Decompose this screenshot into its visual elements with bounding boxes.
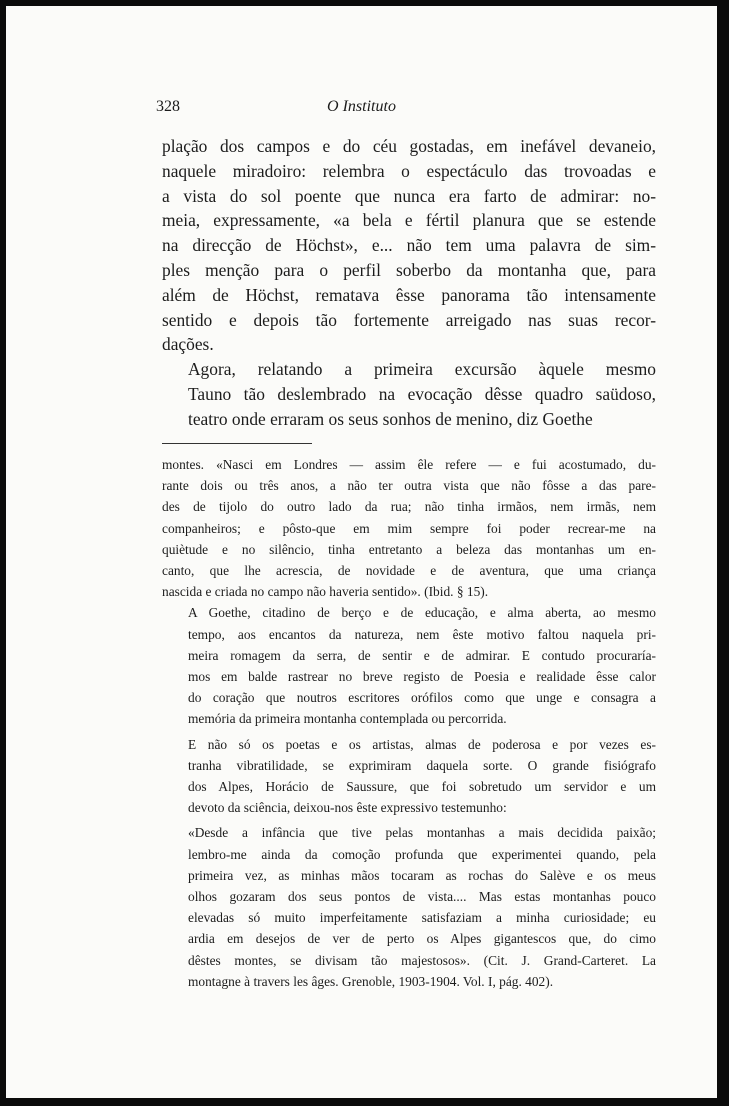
text-line: mos em balde rastrear no breve registo de Poesia e realidade êsse calor — [188, 669, 656, 685]
footnote-paragraph — [162, 602, 656, 729]
text-line: montagne à travers les âges. Grenoble, 1903-1904. Vol. I, pág. 402). — [188, 973, 554, 989]
text-line: ardia em desejos de ver de perto os Alpes gigantescos que, do cimo — [188, 931, 656, 947]
book-page — [6, 6, 717, 1098]
paragraph — [162, 357, 656, 431]
text-line: quiètude e no silêncio, tinha entretanto a beleza das montanhas um en- — [162, 541, 656, 557]
text-line: meira romagem da serra, de sentir e de admirar. E contudo procuraría- — [188, 647, 656, 663]
footnote-paragraph — [162, 734, 656, 819]
text-line: dos Alpes, Horácio de Saussure, que foi sobretudo um servidor e um — [188, 779, 656, 795]
text-line: companheiros; e pôsto-que em mim sempre foi poder recrear-me na — [162, 520, 656, 536]
text-line: canto, que lhe acrescia, de novidade e de aventura, que uma criança — [162, 563, 656, 579]
text-line: dações. — [162, 334, 214, 355]
footnote-divider — [162, 443, 312, 444]
text-line: sentido e depois tão fortemente arreigado nas suas recor- — [162, 309, 656, 330]
text-line: montes. «Nasci em Londres — assim êle refere — e fui acostumado, du- — [162, 457, 656, 472]
text-line: olhos gozaram dos seus pontos de vista.... Mas estas montanhas pouco — [188, 889, 656, 905]
text-line: além de Höchst, rematava êsse panorama tão intensamente — [162, 284, 656, 305]
text-line: plação dos campos e do céu gostadas, em inefável devaneio, — [162, 136, 656, 156]
text-line: nascida e criada no campo não haveria sentido». (Ibid. § 15). — [162, 584, 489, 600]
footnote-paragraph — [162, 822, 656, 992]
text-line: rante dois ou três anos, a não ter outra vista que não fôsse a das pare- — [162, 478, 656, 494]
text-line: a vista do sol poente que nunca era farto de admirar: no- — [162, 185, 656, 206]
text-line: do coração que noutros escritores orófilos como que unge e consagra a — [188, 690, 656, 706]
text-line: «Desde a infância que tive pelas montanhas a mais decidida paixão; — [188, 825, 656, 841]
text-line: ples menção para o perfil soberbo da montanha que, para — [162, 259, 656, 280]
text-line: meia, expressamente, «a bela e fértil planura que se estende — [162, 210, 656, 231]
text-line: elevadas só muito imperfeitamente satisfaziam a minha curiosidade; eu — [188, 910, 656, 926]
text-line: memória da primeira montanha contemplada ou percorrida. — [188, 711, 507, 727]
footnote-paragraph — [162, 454, 656, 602]
text-line: E não só os poetas e os artistas, almas de poderosa e por vezes es- — [188, 736, 656, 752]
text-line: Agora, relatando a primeira excursão àquele mesmo — [188, 359, 656, 380]
paragraph — [162, 134, 656, 357]
text-line: A Goethe, citadino de berço e de educação, e alma aberta, ao mesmo — [188, 605, 656, 621]
text-line: teatro onde erraram os seus sonhos de menino, diz Goethe — [188, 408, 593, 429]
main-text — [162, 134, 656, 432]
text-line: naquele miradoiro: relembra o espectáculo das trovoadas e — [162, 160, 656, 181]
text-line: na direcção de Höchst», e... não tem uma palavra de sim- — [162, 235, 656, 256]
text-line: des de tijolo do outro lado da rua; não tinha irmãos, nem irmãs, nem — [162, 499, 656, 515]
text-line: lembro-me ainda da comoção profunda que experimentei quando, pela — [188, 846, 656, 862]
text-line: primeira vez, as minhas mãos tocaram as rochas do Salève e os meus — [188, 867, 656, 883]
text-line: tranha vibratilidade, se exprimiram daquela sorte. O grande fisiógrafo — [188, 757, 656, 773]
page-header — [6, 98, 717, 124]
text-line: devoto da sciência, deixou-nos êste expressivo testemunho: — [188, 800, 507, 816]
page-number: 328 — [156, 98, 180, 115]
running-title: O Instituto — [327, 98, 396, 115]
footnote-text — [162, 454, 656, 992]
text-line: dêstes montes, se divisam tão majestosos». (Cit. J. Grand-Carteret. La — [188, 952, 656, 968]
text-line: tempo, aos encantos da natureza, nem êste motivo faltou naquela pri- — [188, 626, 656, 642]
text-line: Tauno tão deslembrado na evocação dêsse quadro saüdoso, — [188, 383, 656, 404]
